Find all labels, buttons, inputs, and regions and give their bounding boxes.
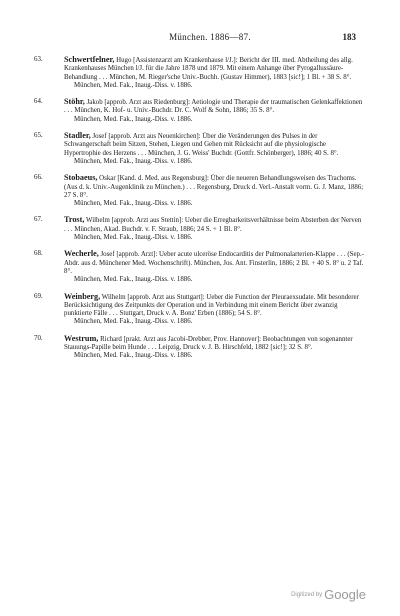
dissertation-note: München, Med. Fak., Inaug.-Diss. v. 1886.	[74, 318, 193, 326]
author-name: Schwertfelner,	[64, 55, 115, 64]
entry-number: 63.	[34, 56, 43, 63]
author-name: Weinberg,	[64, 291, 101, 301]
dissertation-note: München, Med. Fak., Inaug.-Diss. v. 1886.	[74, 157, 193, 165]
bibliography-entry	[34, 98, 364, 124]
author-name: Wecherle,	[64, 249, 99, 259]
dissertation-note: München, Med. Fak., Inaug.-Diss. v. 1886.	[74, 352, 193, 360]
entry-number: 70.	[34, 334, 43, 342]
watermark-prefix: Digitized by	[291, 592, 323, 598]
entry-number: 67.	[34, 216, 43, 224]
running-title: München. 1886—87.	[169, 32, 251, 42]
dissertation-note: München, Med. Fak., Inaug.-Diss. v. 1886.	[74, 234, 193, 242]
entry-text: Jakob [approb. Arzt aus Riedenburg]: Aetiologie und Therapie der traumatischen Gelenkaffektionen . . . München, K. Hof- u. Univ.-Buchdr. Dr. C. Wolf & Sohn, 1886; 35 S. 8°.	[64, 99, 363, 115]
bibliography-entry	[34, 56, 364, 90]
entry-number: 68.	[34, 250, 43, 258]
entry-text: Richard [prakt. Arzt aus Jacobi-Drebber, Prov. Hannover]: Beobachtungen von sogenannter Stauungs-Papille beim Hunde . . . Leipzig, Druck v. J. B. Hirschfeld, 1882 [sic!]; 32 S. 8°.	[64, 335, 353, 352]
entry-text: Josef [approb. Arzt]: Ueber acute ulceröse Endocarditis der Pulmonalarterien-Klappe . . . (Sep.-Abdr. aus d. Münchener Med. Wochenschrift). München, Jos. Ant. Finsterlin, 1886; 2 Bl. + 40 S. 8° u. 2 Taf. 8°.	[64, 251, 364, 275]
entry-number: 65.	[34, 132, 43, 140]
entry-number: 64.	[34, 98, 43, 106]
page-header	[64, 30, 356, 44]
author-name: Stobaeus,	[64, 173, 98, 183]
bibliography-entry	[34, 293, 364, 327]
page-number: 183	[342, 32, 356, 42]
digitization-watermark	[291, 586, 366, 604]
entry-number: 69.	[34, 292, 43, 300]
entry-text: Hugo [Assistenzarzt am Krankenhause l/J.]: Bericht der III. med. Abtheilung des allg. Krankenhauses München l/J. für die Jahre 1878 und 1879. Mit einem Anhange über Pyrogallussäure-Behandlung . . . München, M. Rieger'sche Univ.-Buchh. (Gustav Himmer), 1883 [sic!]; 1 Bl. + 38 S. 8°.	[64, 57, 353, 81]
author-name: Stöhr,	[64, 97, 85, 107]
bibliography-entry	[34, 216, 364, 242]
bibliography-list	[34, 56, 364, 369]
entry-text: Josef [approb. Arzt aus Neuenkirchen]: Über die Veränderungen des Pulses in der Schwangerschaft beim Sitzen, Stehen, Liegen und Gehen mit Rücksicht auf die physiologische Hypertrophie des Herzens . . . München, J. G. Weiss' Buchdr. (Gottfr. Schönberger), 1886; 40 S. 8°.	[64, 133, 339, 157]
watermark-brand: Google	[324, 587, 366, 602]
author-name: Westrum,	[64, 333, 99, 343]
entry-text: Oskar [Kand. d. Med. aus Regensburg]: Über die neueren Behandlungsweisen des Trachoms. (Aus d. k. Univ.-Augenklinik zu München.) . . . Regensburg, Druck d. Verl.-Anstalt vorm. G. J. Manz, 1886; 27 S. 8°.	[64, 175, 364, 199]
entry-text: Wilhelm [approb. Arzt aus Stuttgart]: Ueber die Function der Pleuraexsudate. Mit besonderer Berücksichtigung des Zeitpunkts der Operation und in Verbindung mit einem Bericht über zwanzig punktierte Fälle . . . Stuttgart, Druck v. A. Bonz' Erben (1886); 54 S. 8°.	[64, 293, 359, 318]
dissertation-note: München, Med. Fak., Inaug.-Diss. v. 1886.	[74, 200, 193, 208]
entry-text: Wilhelm [approb. Arzt aus Stettin]: Ueber die Erregbarkeitsverhältnisse beim Absterben der Nerven . . . München, Akad. Buchdr. v. F. Straub, 1886; 24 S. + 1 Bl. 8°.	[64, 217, 362, 233]
dissertation-note: München, Med. Fak., Inaug.-Diss. v. 1886.	[74, 276, 193, 284]
bibliography-entry	[34, 174, 364, 208]
bibliography-entry	[34, 335, 364, 361]
dissertation-note: München, Med. Fak., Inaug.-Diss. v. 1886.	[74, 115, 193, 123]
bibliography-entry	[34, 132, 364, 166]
entry-number: 66.	[34, 174, 43, 182]
author-name: Trost,	[64, 215, 85, 225]
dissertation-note: München, Med. Fak., Inaug.-Diss. v. 1886.	[74, 81, 193, 89]
bibliography-entry	[34, 250, 364, 284]
author-name: Stadler,	[64, 131, 91, 141]
